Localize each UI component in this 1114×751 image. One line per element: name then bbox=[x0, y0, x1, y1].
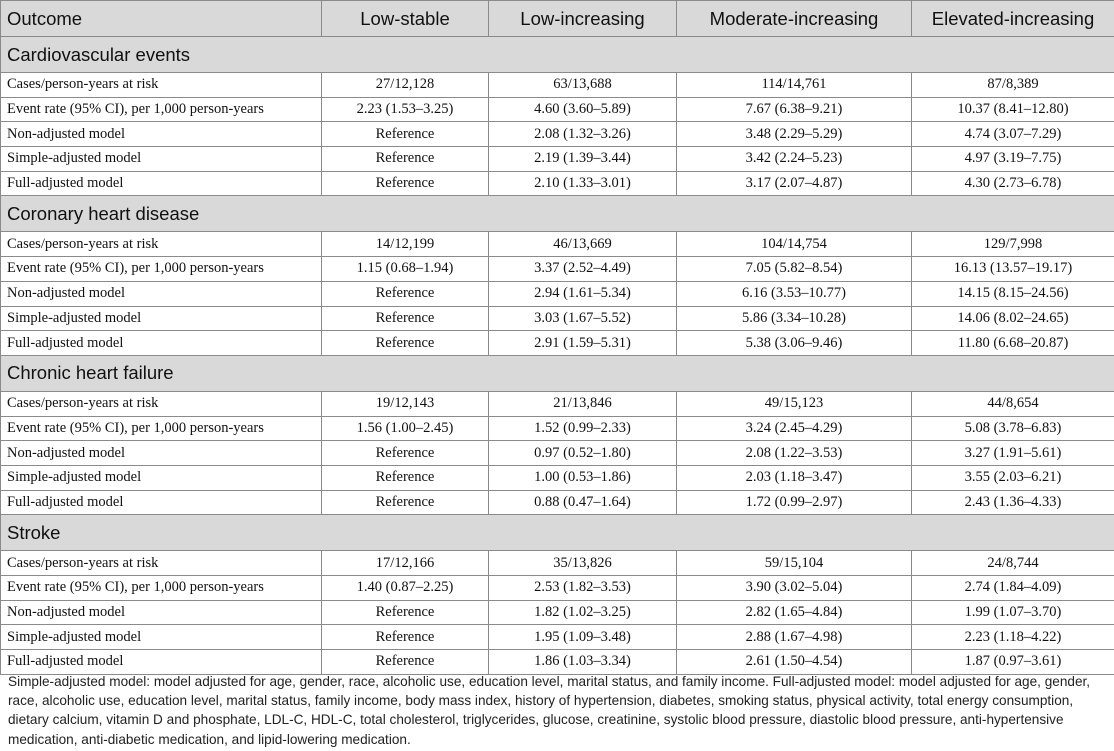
table-cell: 1.40 (0.87–2.25) bbox=[322, 576, 489, 601]
table-row bbox=[1, 73, 1114, 98]
table-cell: Reference bbox=[322, 465, 489, 490]
table-cell: 14.15 (8.15–24.56) bbox=[912, 281, 1114, 306]
table-cell: 2.10 (1.33–3.01) bbox=[489, 171, 677, 196]
table-cell: 2.23 (1.18–4.22) bbox=[912, 625, 1114, 650]
row-label: Full-adjusted model bbox=[1, 171, 322, 196]
table-cell: 2.88 (1.67–4.98) bbox=[677, 625, 912, 650]
header-row bbox=[1, 1, 1114, 37]
table-row bbox=[1, 232, 1114, 257]
row-label: Simple-adjusted model bbox=[1, 625, 322, 650]
table-cell: 3.17 (2.07–4.87) bbox=[677, 171, 912, 196]
table-cell: 114/14,761 bbox=[677, 73, 912, 98]
section-row bbox=[1, 515, 1114, 551]
row-label: Cases/person-years at risk bbox=[1, 551, 322, 576]
table-cell: Reference bbox=[322, 625, 489, 650]
row-label: Cases/person-years at risk bbox=[1, 391, 322, 416]
table-cell: 17/12,166 bbox=[322, 551, 489, 576]
row-label: Non-adjusted model bbox=[1, 441, 322, 466]
table-cell: 2.08 (1.22–3.53) bbox=[677, 441, 912, 466]
table-cell: 1.15 (0.68–1.94) bbox=[322, 257, 489, 282]
table-row bbox=[1, 122, 1114, 147]
header-moderate-increasing: Moderate-increasing bbox=[677, 1, 912, 37]
section-row bbox=[1, 355, 1114, 391]
table-row bbox=[1, 281, 1114, 306]
table-row bbox=[1, 551, 1114, 576]
table-row bbox=[1, 490, 1114, 515]
table-cell: 2.82 (1.65–4.84) bbox=[677, 600, 912, 625]
table-row bbox=[1, 600, 1114, 625]
row-label: Full-adjusted model bbox=[1, 331, 322, 356]
row-label: Event rate (95% CI), per 1,000 person-years bbox=[1, 576, 322, 601]
table-cell: Reference bbox=[322, 331, 489, 356]
table-row bbox=[1, 306, 1114, 331]
table-cell: 3.42 (2.24–5.23) bbox=[677, 147, 912, 172]
table-cell: Reference bbox=[322, 306, 489, 331]
table-cell: 1.95 (1.09–3.48) bbox=[489, 625, 677, 650]
table-cell: 2.19 (1.39–3.44) bbox=[489, 147, 677, 172]
table-cell: 2.61 (1.50–4.54) bbox=[677, 650, 912, 675]
table-row bbox=[1, 650, 1114, 675]
table-cell: 49/15,123 bbox=[677, 391, 912, 416]
section-title: Coronary heart disease bbox=[1, 196, 1114, 232]
table-row bbox=[1, 147, 1114, 172]
table-cell: 1.99 (1.07–3.70) bbox=[912, 600, 1114, 625]
table-cell: 1.56 (1.00–2.45) bbox=[322, 416, 489, 441]
row-label: Simple-adjusted model bbox=[1, 147, 322, 172]
table-cell: 5.38 (3.06–9.46) bbox=[677, 331, 912, 356]
table-cell: 59/15,104 bbox=[677, 551, 912, 576]
table-cell: 129/7,998 bbox=[912, 232, 1114, 257]
row-label: Event rate (95% CI), per 1,000 person-years bbox=[1, 416, 322, 441]
row-label: Cases/person-years at risk bbox=[1, 232, 322, 257]
table-cell: 4.30 (2.73–6.78) bbox=[912, 171, 1114, 196]
table-cell: 4.97 (3.19–7.75) bbox=[912, 147, 1114, 172]
table-row bbox=[1, 257, 1114, 282]
table-row bbox=[1, 97, 1114, 122]
table-row bbox=[1, 576, 1114, 601]
table-cell: 1.00 (0.53–1.86) bbox=[489, 465, 677, 490]
table-cell: 104/14,754 bbox=[677, 232, 912, 257]
table-cell: 5.86 (3.34–10.28) bbox=[677, 306, 912, 331]
table-cell: 35/13,826 bbox=[489, 551, 677, 576]
table-cell: 1.86 (1.03–3.34) bbox=[489, 650, 677, 675]
table-cell: 87/8,389 bbox=[912, 73, 1114, 98]
table-cell: 2.74 (1.84–4.09) bbox=[912, 576, 1114, 601]
section-title: Cardiovascular events bbox=[1, 37, 1114, 73]
header-low-increasing: Low-increasing bbox=[489, 1, 677, 37]
table-cell: 1.72 (0.99–2.97) bbox=[677, 490, 912, 515]
table-cell: 2.94 (1.61–5.34) bbox=[489, 281, 677, 306]
table-cell: Reference bbox=[322, 650, 489, 675]
header-outcome: Outcome bbox=[1, 1, 322, 37]
table-cell: 21/13,846 bbox=[489, 391, 677, 416]
table-cell: 63/13,688 bbox=[489, 73, 677, 98]
table-row bbox=[1, 171, 1114, 196]
table-cell: 2.43 (1.36–4.33) bbox=[912, 490, 1114, 515]
table-cell: 14.06 (8.02–24.65) bbox=[912, 306, 1114, 331]
table-cell: 10.37 (8.41–12.80) bbox=[912, 97, 1114, 122]
row-label: Event rate (95% CI), per 1,000 person-years bbox=[1, 97, 322, 122]
section-row bbox=[1, 196, 1114, 232]
row-label: Simple-adjusted model bbox=[1, 306, 322, 331]
row-label: Full-adjusted model bbox=[1, 650, 322, 675]
table-cell: 3.03 (1.67–5.52) bbox=[489, 306, 677, 331]
table-cell: 24/8,744 bbox=[912, 551, 1114, 576]
table-cell: Reference bbox=[322, 281, 489, 306]
header-low-stable: Low-stable bbox=[322, 1, 489, 37]
table-cell: 4.74 (3.07–7.29) bbox=[912, 122, 1114, 147]
table-row bbox=[1, 331, 1114, 356]
table-cell: 4.60 (3.60–5.89) bbox=[489, 97, 677, 122]
section-row bbox=[1, 37, 1114, 73]
table-cell: 3.27 (1.91–5.61) bbox=[912, 441, 1114, 466]
row-label: Cases/person-years at risk bbox=[1, 73, 322, 98]
table-cell: 46/13,669 bbox=[489, 232, 677, 257]
table-cell: 11.80 (6.68–20.87) bbox=[912, 331, 1114, 356]
table-cell: 0.88 (0.47–1.64) bbox=[489, 490, 677, 515]
table-cell: 7.67 (6.38–9.21) bbox=[677, 97, 912, 122]
table-cell: 3.37 (2.52–4.49) bbox=[489, 257, 677, 282]
table-cell: 1.52 (0.99–2.33) bbox=[489, 416, 677, 441]
row-label: Full-adjusted model bbox=[1, 490, 322, 515]
table-cell: Reference bbox=[322, 122, 489, 147]
table-cell: 3.24 (2.45–4.29) bbox=[677, 416, 912, 441]
table-cell: Reference bbox=[322, 171, 489, 196]
table-row bbox=[1, 391, 1114, 416]
section-title: Stroke bbox=[1, 515, 1114, 551]
row-label: Non-adjusted model bbox=[1, 122, 322, 147]
table-cell: 7.05 (5.82–8.54) bbox=[677, 257, 912, 282]
header-elevated-increasing: Elevated-increasing bbox=[912, 1, 1114, 37]
table-row bbox=[1, 465, 1114, 490]
row-label: Non-adjusted model bbox=[1, 600, 322, 625]
table-cell: Reference bbox=[322, 600, 489, 625]
table-row bbox=[1, 416, 1114, 441]
table-cell: 2.91 (1.59–5.31) bbox=[489, 331, 677, 356]
section-title: Chronic heart failure bbox=[1, 355, 1114, 391]
table-cell: 3.55 (2.03–6.21) bbox=[912, 465, 1114, 490]
table-cell: 44/8,654 bbox=[912, 391, 1114, 416]
table-row bbox=[1, 625, 1114, 650]
table-cell: 27/12,128 bbox=[322, 73, 489, 98]
table-cell: 2.03 (1.18–3.47) bbox=[677, 465, 912, 490]
table-cell: 3.48 (2.29–5.29) bbox=[677, 122, 912, 147]
table-cell: 5.08 (3.78–6.83) bbox=[912, 416, 1114, 441]
table-footnote: Simple-adjusted model: model adjusted for age, gender, race, alcoholic use, education level, marital status, and family income. Full-adjusted model: model adjusted for age, gender, race, alcoholic use, education level, marital status, family income, body mass index, history of hypertension, diabetes, smoking status, physical activity, total energy consumption, dietary calcium, vitamin D and phosphate, LDL-C, HDL-C, total cholesterol, triglycerides, glucose, creatinine, systolic blood pressure, diastolic blood pressure, anti-hypertensive medication, anti-diabetic medication, and lipid-lowering medication. bbox=[8, 674, 1091, 747]
table-cell: 2.53 (1.82–3.53) bbox=[489, 576, 677, 601]
table-cell: 16.13 (13.57–19.17) bbox=[912, 257, 1114, 282]
table-cell: 3.90 (3.02–5.04) bbox=[677, 576, 912, 601]
table-cell: 19/12,143 bbox=[322, 391, 489, 416]
table-cell: 6.16 (3.53–10.77) bbox=[677, 281, 912, 306]
table-cell: 14/12,199 bbox=[322, 232, 489, 257]
table-cell: 2.08 (1.32–3.26) bbox=[489, 122, 677, 147]
row-label: Simple-adjusted model bbox=[1, 465, 322, 490]
table-cell: Reference bbox=[322, 441, 489, 466]
table-cell: 2.23 (1.53–3.25) bbox=[322, 97, 489, 122]
table-cell: 1.87 (0.97–3.61) bbox=[912, 650, 1114, 675]
table-cell: 0.97 (0.52–1.80) bbox=[489, 441, 677, 466]
table-cell: 1.82 (1.02–3.25) bbox=[489, 600, 677, 625]
row-label: Event rate (95% CI), per 1,000 person-years bbox=[1, 257, 322, 282]
table-body bbox=[1, 37, 1114, 675]
table-cell: Reference bbox=[322, 490, 489, 515]
table-row bbox=[1, 441, 1114, 466]
row-label: Non-adjusted model bbox=[1, 281, 322, 306]
table-cell: Reference bbox=[322, 147, 489, 172]
